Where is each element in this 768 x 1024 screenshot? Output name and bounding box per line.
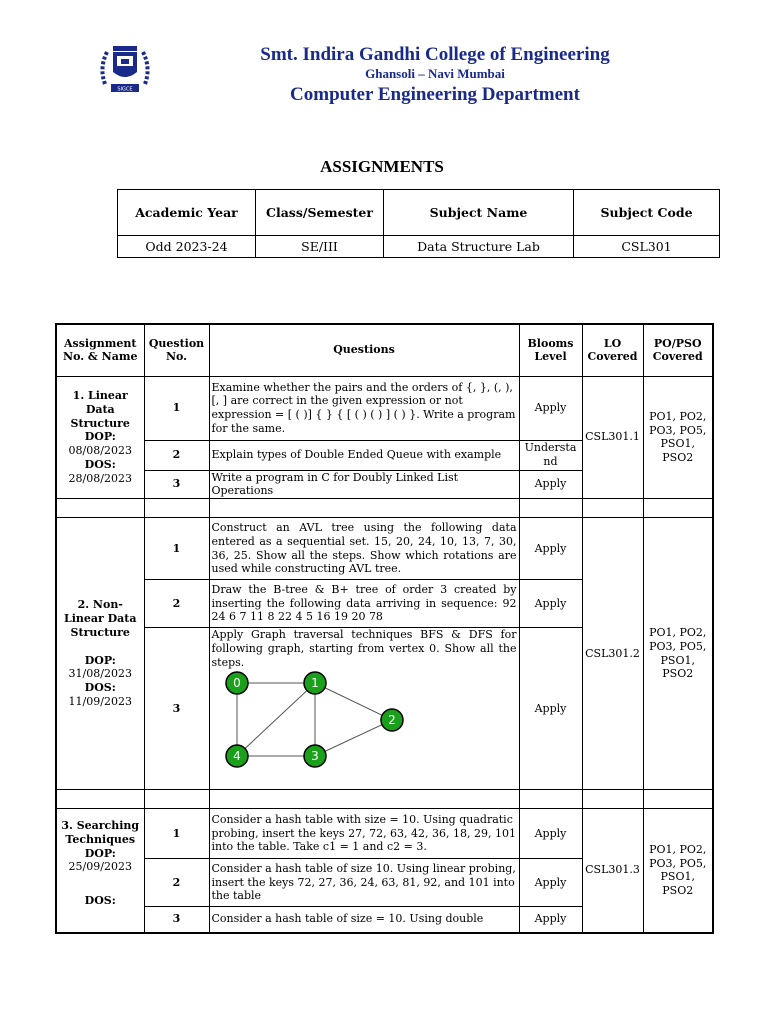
question-cell [209, 628, 519, 790]
header-blooms-level: Blooms Level [519, 324, 582, 376]
graph-node-label-4: 4 [232, 749, 241, 764]
header-assignment: Assignment No. & Name [56, 324, 144, 376]
dop-label: DOP: [84, 846, 116, 860]
header-questions: Questions [209, 324, 519, 376]
assignment-cell [56, 809, 144, 933]
header-subject-name: Subject Name [384, 190, 574, 236]
header-class-semester: Class/Semester [256, 190, 384, 236]
department-name: Computer Engineering Department [290, 84, 580, 105]
dos-date: 28/08/2023 [68, 471, 132, 485]
question-no: 2 [144, 859, 209, 907]
question-no: 2 [144, 580, 209, 628]
assignment-name: 3. Searching Techniques [61, 819, 140, 846]
question-no: 3 [144, 470, 209, 499]
question-no: 2 [144, 440, 209, 470]
blooms-level: Apply [519, 809, 582, 859]
header-subject-code: Subject Code [574, 190, 720, 236]
spacer-row [56, 499, 713, 518]
graph-edge-2-3 [315, 720, 392, 756]
college-logo [97, 40, 153, 96]
blooms-level: Apply [519, 518, 582, 580]
info-table [117, 189, 720, 258]
assignment-cell [56, 376, 144, 499]
header-lo-covered: LO Covered [582, 324, 643, 376]
blooms-level: Apply [519, 628, 582, 790]
question-text: Consider a hash table with size = 10. Using quadratic probing, insert the keys 27, 72, 63, 42, 36, 18, 29, 101 into the table. Take c1 = 1 and c2 = 3. [209, 809, 519, 859]
dop-date: 08/08/2023 [68, 444, 132, 458]
question-no: 1 [144, 376, 209, 440]
college-name: Smt. Indira Gandhi College of Engineering [260, 44, 610, 65]
dop-date: 25/09/2023 [68, 860, 132, 874]
college-location: Ghansoli – Navi Mumbai [365, 66, 505, 81]
question-no: 1 [144, 518, 209, 580]
graph-node-label-1: 1 [310, 676, 319, 691]
assignment-cell [56, 518, 144, 790]
dop-label: DOP: [84, 430, 116, 444]
blooms-level: Apply [519, 907, 582, 933]
dos-date: 11/09/2023 [68, 694, 132, 708]
po-pso-covered: PO1, PO2, PO3, PO5, PSO1, PSO2 [643, 518, 713, 790]
dop-label: DOP: [84, 653, 116, 667]
po-pso-covered: PO1, PO2, PO3, PO5, PSO1, PSO2 [643, 809, 713, 933]
lo-covered: CSL301.2 [582, 518, 643, 790]
assignment-name: 1. Linear Data Structure [70, 389, 130, 430]
header-question-no: Question No. [144, 324, 209, 376]
question-text: Examine whether the pairs and the orders of {, }, (, ), [, ] are correct in the given expression or not expression = [ ( )] { } { [ ( ) ( ) ] ( ) }. Write a program for the same. [209, 376, 519, 440]
header-academic-year: Academic Year [118, 190, 256, 236]
assignment-name: 2. Non-Linear Data Structure [63, 598, 137, 639]
blooms-level: Apply [519, 859, 582, 907]
academic-year-value: Odd 2023-24 [118, 236, 256, 258]
lo-covered: CSL301.3 [582, 809, 643, 933]
subject-code-value: CSL301 [574, 236, 720, 258]
graph-node-label-0: 0 [232, 676, 241, 691]
class-semester-value: SE/III [256, 236, 384, 258]
logo-text: SIGCE [117, 86, 133, 93]
graph-edge-1-4 [237, 683, 315, 756]
assignments-table [55, 323, 714, 934]
blooms-level: Apply [519, 470, 582, 499]
blooms-level: Understand [519, 440, 582, 470]
question-no: 3 [144, 628, 209, 790]
question-text: Apply Graph traversal techniques BFS & DFS for following graph, starting from vertex 0. Show all the steps. [211, 628, 517, 669]
graph-figure [212, 669, 517, 769]
blooms-level: Apply [519, 580, 582, 628]
po-pso-covered: PO1, PO2, PO3, PO5, PSO1, PSO2 [643, 376, 713, 499]
dop-date: 31/08/2023 [68, 667, 132, 681]
question-text: Write a program in C for Doubly Linked List Operations [209, 470, 519, 499]
question-text: Consider a hash table of size = 10. Using double [209, 907, 519, 933]
lo-covered: CSL301.1 [582, 376, 643, 499]
dos-label: DOS: [84, 457, 116, 471]
question-text: Explain types of Double Ended Queue with example [209, 440, 519, 470]
graph-edge-1-2 [315, 683, 392, 720]
blooms-level: Apply [519, 376, 582, 440]
header-po-pso: PO/PSO Covered [643, 324, 713, 376]
graph-node-label-2: 2 [387, 713, 396, 728]
subject-name-value: Data Structure Lab [384, 236, 574, 258]
dos-label: DOS: [84, 681, 116, 695]
page-title: ASSIGNMENTS [320, 157, 444, 176]
question-no: 3 [144, 907, 209, 933]
question-text: Construct an AVL tree using the following data entered as a sequential set. 15, 20, 24, 10, 13, 7, 30, 36, 25. Show all the steps. Show which rotations are used while constructing AVL tree. [209, 518, 519, 580]
question-text: Consider a hash table of size 10. Using linear probing, insert the keys 72, 27, 36, 24, 63, 81, 92, and 101 into the table [209, 859, 519, 907]
dos-label: DOS: [84, 894, 116, 907]
question-text: Draw the B-tree & B+ tree of order 3 created by inserting the following data arriving in sequence: 92 24 6 7 11 8 22 4 5 16 19 20 78 [209, 580, 519, 628]
spacer-row [56, 790, 713, 809]
graph-node-label-3: 3 [310, 749, 319, 764]
question-no: 1 [144, 809, 209, 859]
graph-svg [212, 669, 412, 769]
